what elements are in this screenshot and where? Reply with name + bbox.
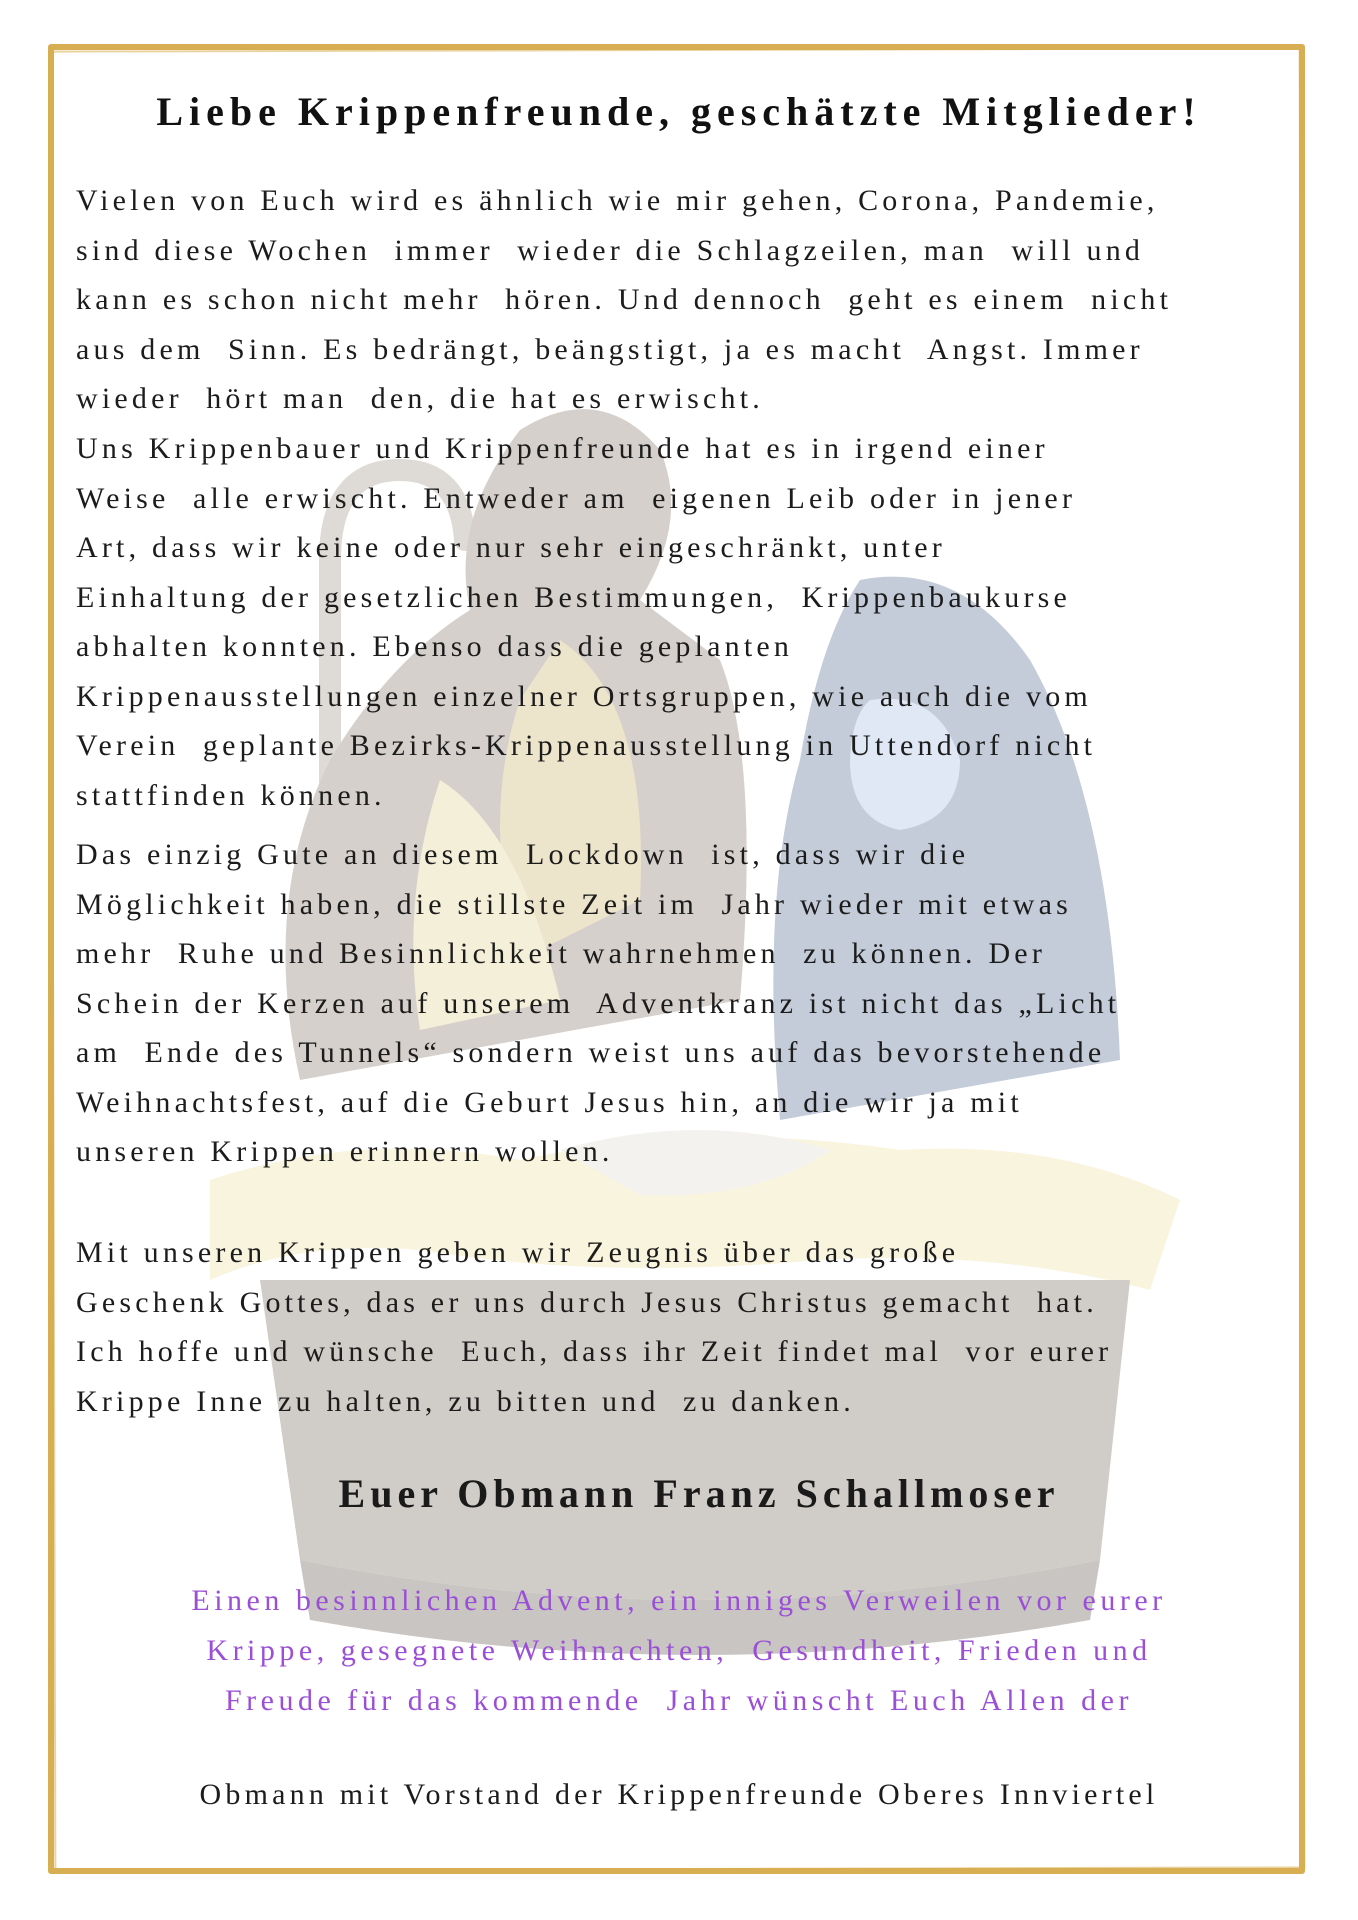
text-line: unseren Krippen erinnern wollen. [76,1135,614,1168]
text-line: sind diese Wochen immer wieder die Schlagzeilen, man will und [76,233,1145,267]
text-line: mehr Ruhe und Besinnlichkeit wahrnehmen zu können. Der [76,937,1047,970]
text-line: Das einzig Gute an diesem Lockdown ist, dass wir die [76,838,970,871]
text-line: Ich hoffe und wünsche Euch, dass ihr Zeit findet mal vor eurer [76,1335,1113,1368]
sender-footer: Obmann mit Vorstand der Krippenfreunde Oberes Innviertel [199,1778,1159,1811]
text-line: Schein der Kerzen auf unserem Adventkranz ist nicht das „Licht [76,986,1121,1020]
text-line: Verein geplante Bezirks-Krippenausstellung in Uttendorf nicht [76,729,1097,762]
text-line: Krippe Inne zu halten, zu bitten und zu danken. [76,1384,855,1418]
signature: Euer Obmann Franz Schallmoser [338,1471,1060,1516]
greeting-line: Freude für das kommende Jahr wünscht Euch Allen der [225,1684,1133,1717]
paragraph-intro [76,176,1291,424]
text-line: am Ende des Tunnels“ sondern weist uns auf das bevorstehende [76,1036,1106,1069]
text-line: Uns Krippenbauer und Krippenfreunde hat es in irgend einer [76,432,1049,465]
text-line: aus dem Sinn. Es bedrängt, beängstigt, ja es macht Angst. Immer [76,332,1144,366]
text-line: Geschenk Gottes, das er uns durch Jesus Christus gemacht hat. [76,1285,1098,1319]
advent-greeting [60,1576,1298,1726]
text-line: Einhaltung der gesetzlichen Bestimmungen, Krippenbaukurse [76,580,1072,614]
text-line: stattfinden können. [76,778,386,812]
letter-title: Liebe Krippenfreunde, geschätzte Mitglieder! [156,89,1202,134]
paragraph-krippenbauer [76,424,1291,820]
text-line: abhalten konnten. Ebenso dass die geplanten [76,630,794,663]
text-line: Möglichkeit haben, die stillste Zeit im Jahr wieder mit etwas [76,887,1073,921]
text-line: Art, dass wir keine oder nur sehr eingeschränkt, unter [76,531,946,564]
greeting-line: Einen besinnlichen Advent, ein inniges Verweilen vor eurer [191,1584,1167,1617]
text-line: Weihnachtsfest, auf die Geburt Jesus hin, an die wir ja mit [76,1085,1023,1119]
text-line: Weise alle erwischt. Entweder am eigenen Leib oder in jener [76,481,1077,515]
text-line: kann es schon nicht mehr hören. Und dennoch geht es einem nicht [76,283,1173,316]
text-line: Vielen von Euch wird es ähnlich wie mir gehen, Corona, Pandemie, [76,184,1159,217]
text-line: Krippenausstellungen einzelner Ortsgruppen, wie auch die vom [76,679,1092,713]
greeting-line: Krippe, gesegnete Weihnachten, Gesundheit, Frieden und [206,1634,1152,1667]
paragraph-lockdown [76,830,1291,1177]
text-line: Mit unseren Krippen geben wir Zeugnis über das große [76,1236,960,1269]
text-line: wieder hört man den, die hat es erwischt. [76,382,764,415]
paragraph-zeugnis [76,1228,1291,1426]
